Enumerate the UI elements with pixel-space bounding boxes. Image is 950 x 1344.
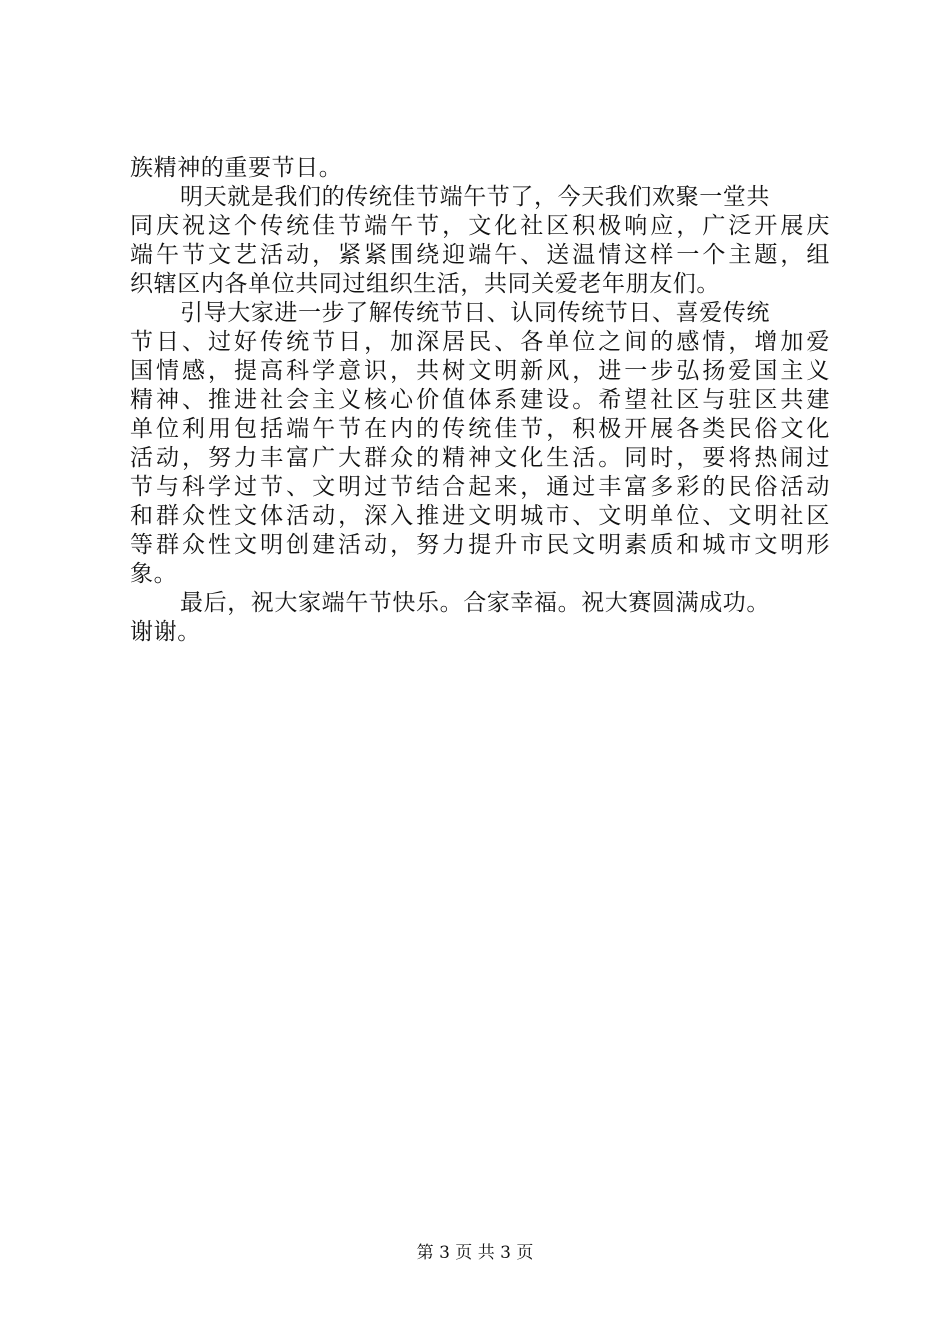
- text-line: 明天就是我们的传统佳节端午节了，今天我们欢聚一堂共: [180, 184, 770, 210]
- text-line: 同庆祝这个传统佳节端午节，文化社区积极响应，广泛开展庆: [130, 213, 830, 239]
- text-line: 族精神的重要节日。: [130, 155, 343, 181]
- text-line: 和群众性文体活动，深入推进文明城市、文明单位、文明社区: [130, 503, 830, 529]
- text-line: 国情感，提高科学意识，共树文明新风，进一步弘扬爱国主义: [130, 358, 830, 384]
- text-line: 谢谢。: [130, 619, 201, 645]
- text-line: 织辖区内各单位共同过组织生活，共同关爱老年朋友们。: [130, 271, 720, 297]
- text-line: 端午节文艺活动，紧紧围绕迎端午、送温情这样一个主题，组: [130, 242, 830, 268]
- text-line: 活动，努力丰富广大群众的精神文化生活。同时，要将热闹过: [130, 445, 830, 471]
- text-line: 等群众性文明创建活动，努力提升市民文明素质和城市文明形: [130, 532, 830, 558]
- text-line: 引导大家进一步了解传统节日、认同传统节日、喜爱传统: [180, 300, 770, 326]
- text-line: 精神、推进社会主义核心价值体系建设。希望社区与驻区共建: [130, 387, 830, 413]
- body-text: [130, 154, 830, 647]
- text-line: 节与科学过节、文明过节结合起来，通过丰富多彩的民俗活动: [130, 474, 830, 500]
- text-line: 节日、过好传统节日，加深居民、各单位之间的感情，增加爱: [130, 329, 830, 355]
- page-number-footer: 第 3 页 共 3 页: [416, 1243, 534, 1263]
- text-line: 象。: [130, 561, 178, 587]
- text-line: 单位利用包括端午节在内的传统佳节，积极开展各类民俗文化: [130, 416, 830, 442]
- text-line: 最后，祝大家端午节快乐。合家幸福。祝大赛圆满成功。: [180, 590, 770, 616]
